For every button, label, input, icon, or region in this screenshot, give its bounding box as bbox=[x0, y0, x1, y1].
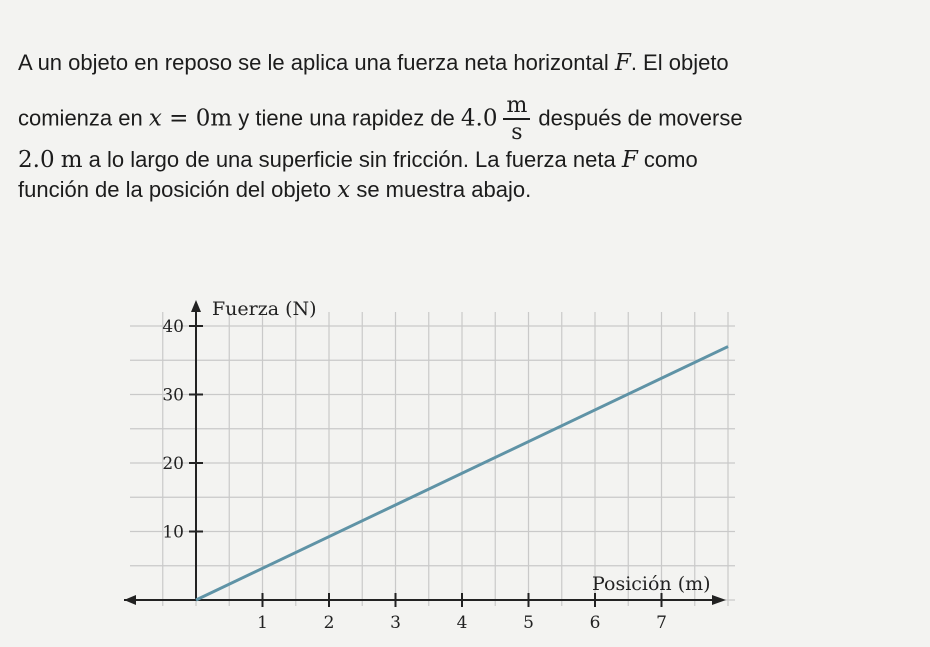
force-symbol: F bbox=[621, 147, 638, 173]
x-tick-label: 3 bbox=[390, 613, 401, 633]
fraction-denominator: s bbox=[511, 120, 523, 145]
problem-line-3 bbox=[18, 149, 698, 172]
text-segment: . El objeto bbox=[630, 50, 729, 75]
problem-line-1 bbox=[18, 52, 729, 75]
x-axis-title: Posición (m) bbox=[592, 573, 711, 595]
x-tick-label: 6 bbox=[589, 613, 601, 633]
x-tick-label: 1 bbox=[257, 613, 268, 633]
force-position-chart bbox=[0, 270, 930, 647]
y-tick-label: 30 bbox=[162, 385, 184, 406]
x-tick-label: 4 bbox=[456, 613, 468, 633]
text-segment: a lo largo de una superficie sin fricción. La fuerza neta bbox=[82, 147, 622, 172]
x-symbol: x bbox=[148, 105, 162, 132]
distance-value: 2.0 bbox=[18, 147, 55, 173]
text-segment: después de moverse bbox=[538, 105, 743, 131]
position-equation: = 0 bbox=[161, 105, 211, 132]
x-tick-label: 5 bbox=[523, 613, 534, 633]
text-segment: comienza en bbox=[18, 105, 149, 131]
speed-unit-fraction bbox=[503, 95, 530, 144]
fraction-numerator: m bbox=[503, 95, 530, 120]
text-segment: y tiene una rapidez de bbox=[232, 105, 461, 131]
x-tick-label: 2 bbox=[323, 613, 335, 633]
unit-meters: m bbox=[210, 105, 233, 132]
chart-labels bbox=[212, 298, 711, 595]
chart-grid bbox=[130, 312, 735, 606]
y-tick-label: 20 bbox=[162, 454, 184, 474]
force-symbol: F bbox=[614, 50, 631, 76]
x-symbol: x bbox=[337, 177, 351, 203]
unit-meters: m bbox=[60, 147, 83, 173]
y-tick-label: 40 bbox=[162, 317, 184, 337]
y-axis-title: Fuerza (N) bbox=[212, 298, 317, 320]
problem-line-4 bbox=[18, 179, 531, 202]
problem-line-2 bbox=[18, 95, 743, 144]
x-axis-right-arrow bbox=[712, 595, 726, 605]
text-segment: se muestra abajo. bbox=[350, 177, 532, 202]
text-segment: como bbox=[637, 147, 698, 172]
y-tick-label: 10 bbox=[162, 522, 184, 543]
x-tick-label: 7 bbox=[656, 613, 667, 633]
text-segment: A un objeto en reposo se le aplica una fuerza neta horizontal bbox=[18, 50, 615, 75]
x-axis-left-arrow bbox=[124, 595, 136, 605]
chart-axes bbox=[124, 300, 726, 605]
speed-value: 4.0 bbox=[460, 105, 498, 132]
text-segment: función de la posición del objeto bbox=[18, 177, 338, 202]
y-axis-arrow bbox=[191, 300, 201, 312]
